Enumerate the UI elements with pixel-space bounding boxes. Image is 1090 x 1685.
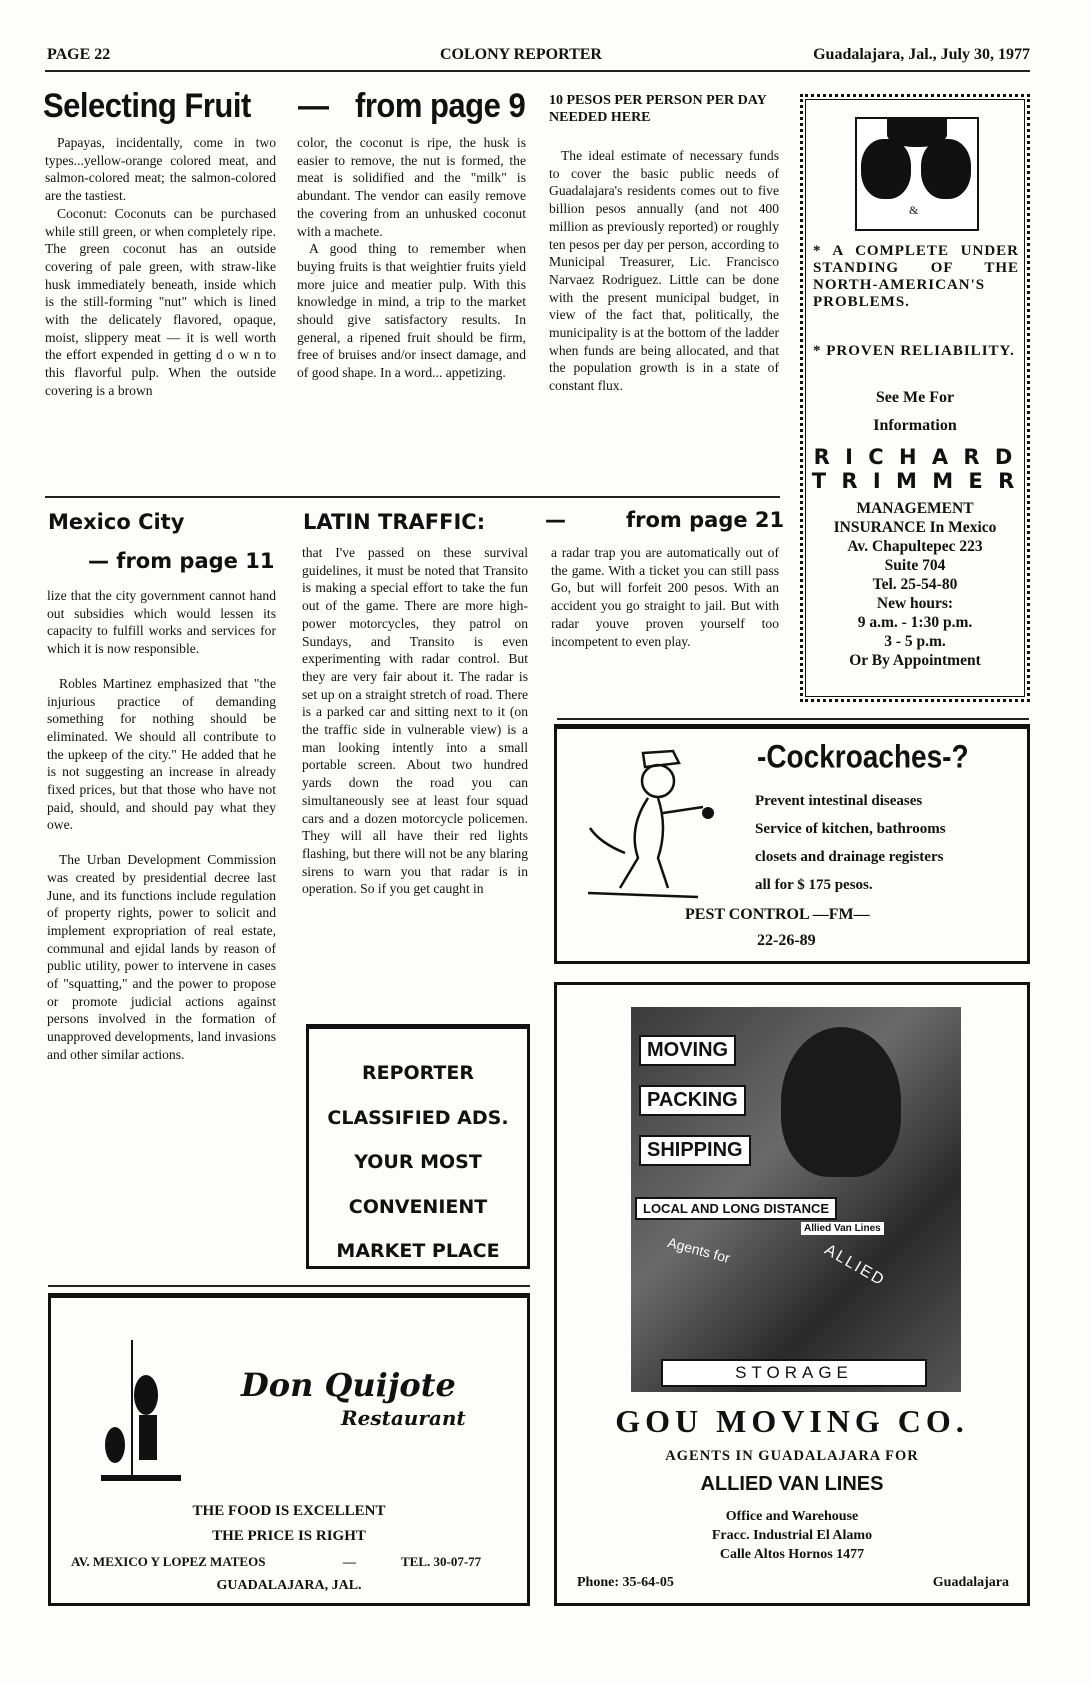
paragraph: A good thing to remember when buying fruits is that weightier fruits yield more juice and meatier pulp. With this knowledge in mind, a trip to the market should give satisfactory results. In general, a ripened fruit should be firm, free of bruises and/or insect damage, and of good shape. In a word... appetizing. xyxy=(297,241,526,381)
paragraph: Robles Martinez emphasized that "the injurious practice of demanding something for nothing should be eliminated. We should all contribute to the upkeep of the city." He added that he is not suggesting an increase in already fixed prices, but that those who have not paid, should, and should pay what they owe. xyxy=(47,675,276,833)
pesos-article xyxy=(549,147,779,395)
ad-see-me: See Me For xyxy=(875,389,955,406)
photo-label: Agents for xyxy=(666,1234,732,1266)
brand-name: ALLIED VAN LINES xyxy=(700,1473,884,1495)
fruit-column-1 xyxy=(45,134,276,400)
classified-ads-promo[interactable] xyxy=(306,1024,530,1269)
paragraph: a radar trap you are automatically out of the game. With a ticket you can still pass Go, but will forfeit 200 pesos. With an accident you go straight to jail. But with radar youve proven yourself too incompetent to even play. xyxy=(551,545,779,649)
pesos-headline: 10 PESOS PER PERSON PER DAY NEEDED HERE xyxy=(549,93,767,125)
classified-line: CONVENIENT xyxy=(348,1195,488,1218)
ad-line: 3 - 5 p.m. xyxy=(884,633,946,650)
ad-line: Fracc. Industrial El Alamo xyxy=(711,1528,873,1543)
city: Guadalajara xyxy=(932,1575,1009,1590)
classified-line: MARKET PLACE xyxy=(336,1240,500,1262)
agent-last-name: T R I M M E R xyxy=(811,469,1019,493)
ad-line: THE PRICE IS RIGHT xyxy=(212,1528,366,1544)
paragraph: that I've passed on these survival guidelines, it must be noted that Transito is making a special effort to take the fun out of the game. There are more high-power motorcycles, they patrol on Sundays, and Transito is even experimenting with radar control. But they are very fair about it. The radar is set up on a straight stretch of road. There is a parked car and sitting next to it (on the traffic side in vulnerable view) is a man looking intently into a small portable screen. About two hundred yards down the road you can simultaneously see at least four squad cars and a dozen motorcycle policemen. They will all have their red lights flashing, but there will not be any blaring sirens to warn you that radar is in operation. So if you get caught in xyxy=(302,545,528,897)
classified-line: CLASSIFIED ADS. xyxy=(327,1106,509,1129)
restaurant-label: Restaurant xyxy=(341,1406,466,1430)
mexico-continuation: — from page 11 xyxy=(88,549,275,573)
photo-label: Allied Van Lines xyxy=(801,1222,884,1235)
page-number: PAGE 22 xyxy=(47,46,111,63)
fruit-continuation: from page 9 xyxy=(355,86,526,125)
section-rule xyxy=(45,496,780,498)
paragraph: color, the coconut is ripe, the husk is easier to remove, the nut is formed, the meat is solidified and the "milk" is abundant. The vendor can easily remove the covering from an unhusked coconut with a machete. xyxy=(297,135,526,239)
don-quixote-figure-icon xyxy=(101,1340,181,1490)
photo-label: STORAGE xyxy=(661,1359,927,1387)
city: GUADALAJARA, JAL. xyxy=(216,1578,362,1593)
agent-first-name: R I C H A R D xyxy=(813,445,1017,469)
phone-number: 22-26-89 xyxy=(757,932,816,949)
traffic-continuation: from page 21 xyxy=(626,508,785,532)
restaurant-ad[interactable] xyxy=(48,1293,530,1606)
section-rule xyxy=(48,1285,530,1287)
address: AV. MEXICO Y LOPEZ MATEOS xyxy=(71,1554,266,1569)
ad-line: MANAGEMENT xyxy=(856,500,974,517)
ad-line: all for $ 175 pesos. xyxy=(755,877,873,893)
ad-line: INSURANCE In Mexico xyxy=(833,519,997,536)
gears-logo-icon: & xyxy=(855,117,979,231)
traffic-dash: — xyxy=(545,508,566,532)
photo-label: PACKING xyxy=(639,1085,746,1116)
ad-bullet-understanding: * A COMPLETE UNDER STANDING OF THE NORTH-AMERICAN'S PROBLEMS. xyxy=(813,243,1019,310)
photo-label: MOVING xyxy=(639,1035,736,1066)
ad-headline: -Cockroaches-? xyxy=(757,738,969,775)
ad-line: closets and drainage registers xyxy=(755,849,944,865)
separator: — xyxy=(343,1554,356,1569)
moving-photo xyxy=(631,1007,961,1392)
ad-line: Office and Warehouse xyxy=(725,1509,859,1524)
moving-company-ad[interactable] xyxy=(554,982,1030,1606)
ad-line: Service of kitchen, bathrooms xyxy=(755,821,946,837)
photo-label: ALLIED xyxy=(821,1241,889,1290)
section-rule xyxy=(557,718,1029,720)
ad-line: AGENTS IN GUADALAJARA FOR xyxy=(665,1448,919,1464)
classified-line: REPORTER xyxy=(361,1062,475,1084)
ad-line: Prevent intestinal diseases xyxy=(755,793,923,809)
ad-line: THE FOOD IS EXCELLENT xyxy=(192,1503,386,1519)
ad-information: Information xyxy=(873,417,957,434)
man-portrait-icon xyxy=(781,1027,901,1177)
restaurant-name: Don Quijote xyxy=(241,1366,456,1404)
dateline: Guadalajara, Jal., July 30, 1977 xyxy=(813,46,1030,63)
fruit-headline: Selecting Fruit xyxy=(43,86,251,125)
ad-bullet-reliability: * PROVEN RELIABILITY. xyxy=(813,343,1015,359)
mexico-headline: Mexico City xyxy=(48,510,185,534)
ad-line: Suite 704 xyxy=(884,557,946,574)
ad-line: 9 a.m. - 1:30 p.m. xyxy=(857,614,973,631)
ad-contact-block xyxy=(803,499,1027,670)
newspaper-name: COLONY REPORTER xyxy=(440,46,602,63)
classified-line: YOUR MOST xyxy=(354,1151,482,1173)
pest-control-ad[interactable] xyxy=(554,724,1030,964)
fruit-headline-dash: — xyxy=(298,86,329,125)
address-block xyxy=(557,1507,1027,1564)
classified-text xyxy=(309,1051,527,1274)
phone-number: Phone: 35-64-05 xyxy=(577,1575,674,1590)
paragraph: The ideal estimate of necessary funds to cover the basic public needs of Guadalajara's residents comes out to five billion pesos annually (and not 400 million as previously reported) or roughly ten pesos per day per person, according to Municipal Treasurer, Lic. Francisco Narvaez Rodriguez. Little can be done with the present municipal budget, in view of the fact that, politically, the municipality is at the bottom of the ladder when funds are being allocated, and that the population growth is in a state of constant flux. xyxy=(549,148,779,394)
ad-body xyxy=(755,787,1005,899)
ad-line: Av. Chapultepec 223 xyxy=(847,538,983,555)
ad-line: Or By Appointment xyxy=(849,652,981,669)
header-rule xyxy=(45,70,1030,72)
company-name: GOU MOVING CO. xyxy=(615,1403,969,1439)
company-name: PEST CONTROL —FM— xyxy=(685,906,870,923)
fruit-column-2 xyxy=(297,134,526,382)
photo-label: SHIPPING xyxy=(639,1135,751,1166)
paragraph: Coconut: Coconuts can be purchased while still green, or when completely ripe. The green coconut has an outside covering of pale green, with straw-like husk immediately beneath, inside which is the still-forming "nut" which is lined with the delicately flavored, opaque, moist, slippery meat — it is well worth the effort expended in getting d o w n to this flavorful pulp. When the outside covering is a brown xyxy=(45,205,276,398)
mexico-article xyxy=(47,587,276,1064)
traffic-headline: LATIN TRAFFIC: xyxy=(303,510,486,534)
ad-line: Calle Altos Hornos 1477 xyxy=(719,1547,865,1562)
paragraph: Papayas, incidentally, come in two types...yellow-orange colored meat, and salmon-colored meat; the salmon-colored are the tastiest. xyxy=(45,135,276,204)
insurance-ad xyxy=(800,94,1030,702)
traffic-column-1 xyxy=(302,544,528,898)
ad-line: Tel. 25-54-80 xyxy=(872,576,958,593)
paragraph: The Urban Development Commission was created by presidential decree last June, and its functions include regulation of property rights, power to solicit and implement expropriation of real estate, communal and ejidal lands by reason of public utility, power to intervene in cases of "squatting," and the power to propose or promote judicial actions against persons involved in the formation of unapproved developments, land invasions and other similar actions. xyxy=(47,852,276,1062)
phone-number: TEL. 30-07-77 xyxy=(401,1554,482,1569)
traffic-column-2 xyxy=(551,544,779,650)
cat-cartoon-icon xyxy=(583,743,733,903)
photo-label: LOCAL AND LONG DISTANCE xyxy=(635,1197,837,1220)
paragraph: lize that the city government cannot hand out subsidies which would lessen its capacity to fulfill works and services for which it is now responsible. xyxy=(47,588,276,657)
ad-line: New hours: xyxy=(876,595,954,612)
